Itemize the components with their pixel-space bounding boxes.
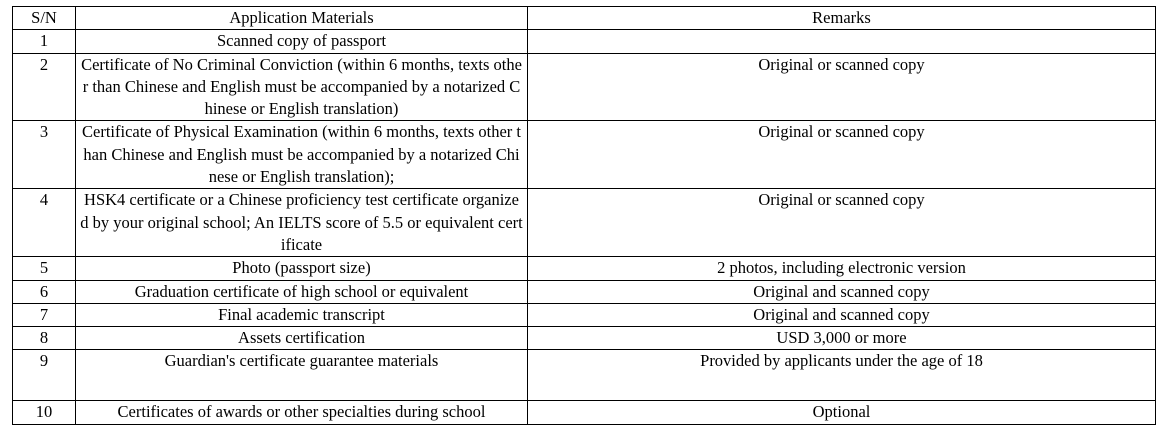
row-remarks: USD 3,000 or more	[528, 327, 1156, 350]
row-remarks: Original or scanned copy	[528, 121, 1156, 189]
row-sn: 4	[13, 189, 76, 257]
row-sn: 9	[13, 350, 76, 401]
row-remarks: Original and scanned copy	[528, 303, 1156, 326]
row-sn: 2	[13, 53, 76, 121]
table-row	[13, 303, 1156, 326]
table-row	[13, 401, 1156, 424]
row-sn: 6	[13, 280, 76, 303]
table-row	[13, 280, 1156, 303]
row-sn: 10	[13, 401, 76, 424]
table-row	[13, 327, 1156, 350]
row-remarks: Original or scanned copy	[528, 189, 1156, 257]
row-material: Certificate of No Criminal Conviction (within 6 months, texts other than Chinese and English must be accompanied by a notarized Chinese or English translation)	[76, 53, 528, 121]
row-sn: 3	[13, 121, 76, 189]
column-header-sn: S/N	[13, 7, 76, 30]
row-material: Photo (passport size)	[76, 257, 528, 280]
row-sn: 7	[13, 303, 76, 326]
table-row	[13, 257, 1156, 280]
table-row	[13, 350, 1156, 401]
row-material: Certificates of awards or other specialties during school	[76, 401, 528, 424]
row-material: Certificate of Physical Examination (within 6 months, texts other than Chinese and English must be accompanied by a notarized Chinese or English translation);	[76, 121, 528, 189]
row-sn: 8	[13, 327, 76, 350]
row-remarks: Original and scanned copy	[528, 280, 1156, 303]
table-row	[13, 53, 1156, 121]
row-remarks: Original or scanned copy	[528, 53, 1156, 121]
row-sn: 5	[13, 257, 76, 280]
row-material: Assets certification	[76, 327, 528, 350]
column-header-remarks: Remarks	[528, 7, 1156, 30]
row-material: Scanned copy of passport	[76, 30, 528, 53]
row-material: Graduation certificate of high school or equivalent	[76, 280, 528, 303]
row-material: Final academic transcript	[76, 303, 528, 326]
row-remarks	[528, 30, 1156, 53]
table-row	[13, 189, 1156, 257]
row-sn: 1	[13, 30, 76, 53]
column-header-materials: Application Materials	[76, 7, 528, 30]
table-header-row	[13, 7, 1156, 30]
table-row	[13, 121, 1156, 189]
application-materials-table	[12, 6, 1156, 425]
row-material: HSK4 certificate or a Chinese proficiency test certificate organized by your original school; An IELTS score of 5.5 or equivalent certificate	[76, 189, 528, 257]
row-remarks: Provided by applicants under the age of 18	[528, 350, 1156, 401]
table-row	[13, 30, 1156, 53]
row-remarks: Optional	[528, 401, 1156, 424]
row-material: Guardian's certificate guarantee materials	[76, 350, 528, 401]
row-remarks: 2 photos, including electronic version	[528, 257, 1156, 280]
